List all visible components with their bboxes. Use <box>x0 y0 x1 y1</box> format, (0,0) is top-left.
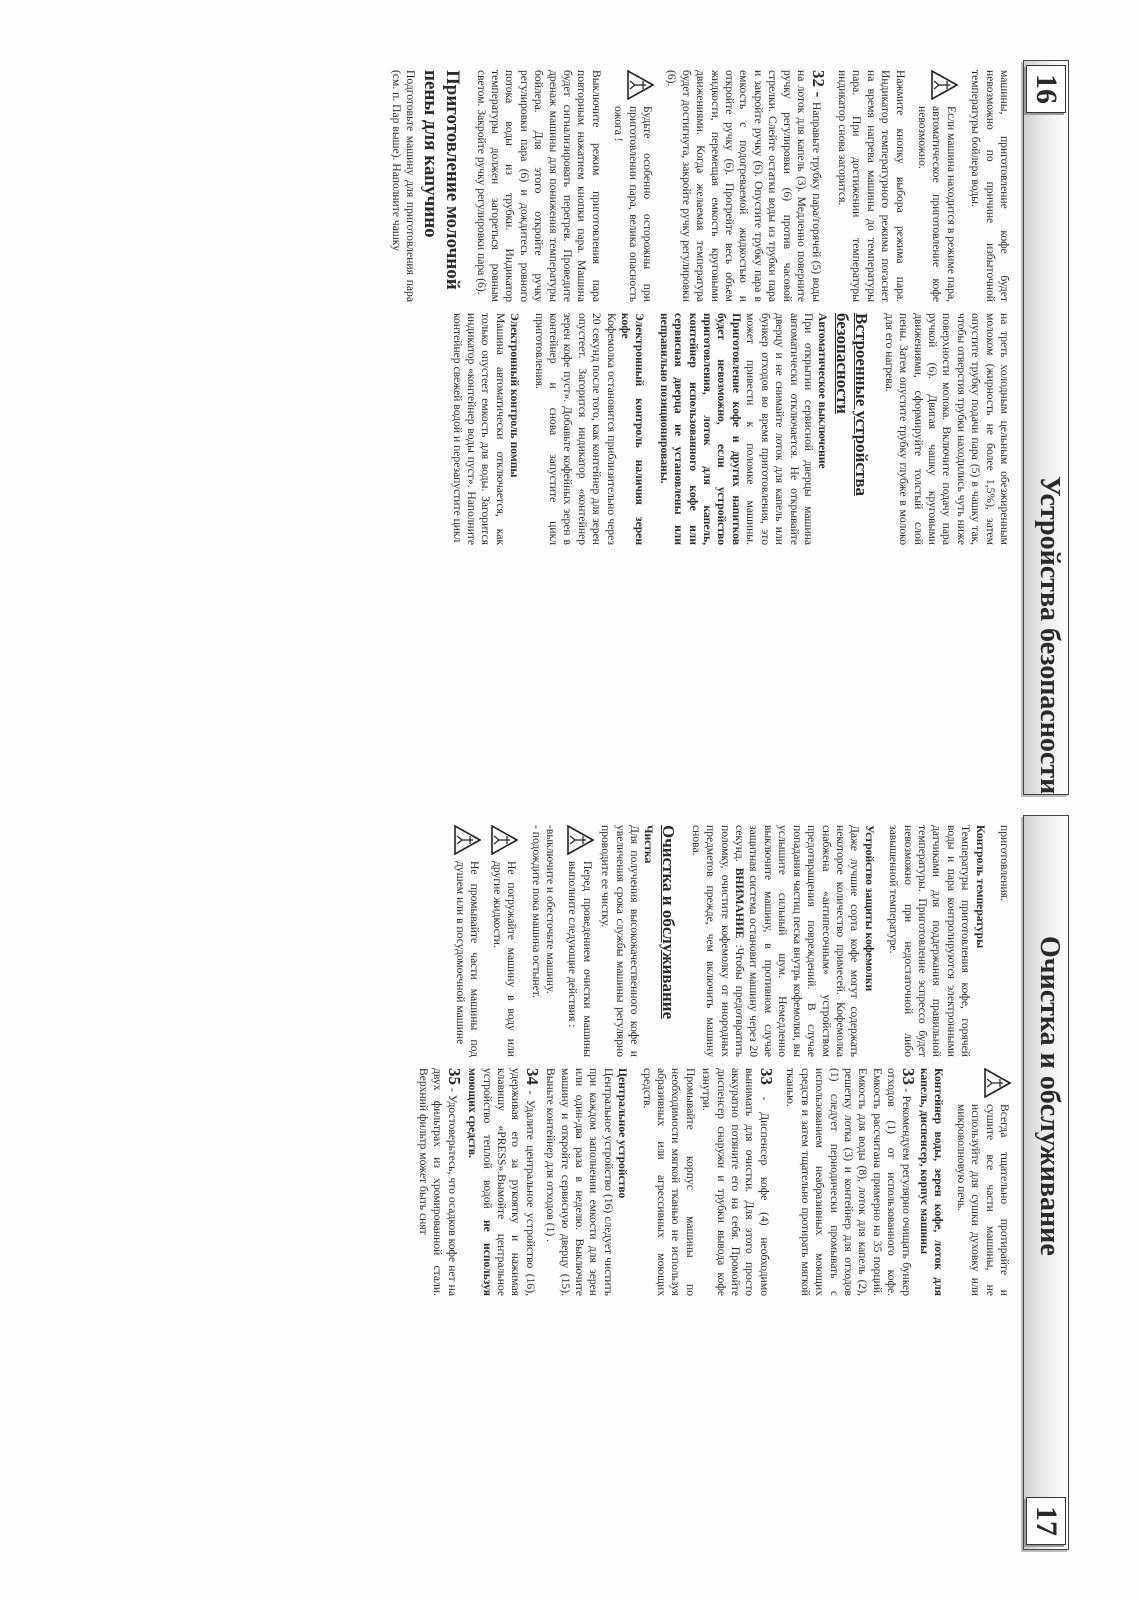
page-17-title: Очистка и обслуживание <box>1034 936 1065 1256</box>
paragraph: Промывайте корпус машины по необходимости мягкой тканью не используя абразивных или агрессивных моющих средств. <box>640 1068 697 1296</box>
warning-triangle-icon <box>454 825 481 855</box>
warning-block <box>611 70 654 302</box>
section-heading: Встроенные устройства безопасности <box>833 313 872 497</box>
subheading: Контроль температуры <box>973 825 987 949</box>
page-17-header-bar <box>1023 815 1069 1550</box>
warning-text: Не погружайте машину в воду или другие жидкости. <box>490 861 519 1057</box>
section-heading: Приготовление молочной пены для капучино <box>420 70 464 290</box>
step-text: Направьте трубку пара/горячей (5) воды на лоток для капель (3). Медленно поверните ручку регулировки (6) против часовой стрелки. Слейте остатки воды из трубки пара и закройте ручку (6). Опустите трубку пара в емкость с подогреваемой жидкостью и откройте ручку (6). Прогрейте весь объем жидкости, перемещая емкость круговыми движениями. Когда желаемая температура будет достигнута, закройте ручку регулировки (6). <box>665 70 823 302</box>
subheading: Устройство защиты кофемолки <box>862 825 876 992</box>
paragraph: Центральное устройство (16) следует чистить при каждом заполнении емкости для зерен или один-два раза в неделю. Выключите машину и откройте сервисную дверцу (15). Выньте контейнер для отходов (1) . <box>544 1068 615 1296</box>
page-17 <box>59 815 1069 1550</box>
page-16 <box>59 60 1069 795</box>
paragraph-34 <box>465 1068 542 1296</box>
bold-text: ВНИМАНИЕ <box>733 867 747 939</box>
subheading: Электронный контроль помпы <box>508 313 522 478</box>
paragraph: Подготовьте машину для приготовления пара (см. п. Пар выше). Наполните чашку <box>389 70 418 302</box>
warning-text: Перед проведением очистки машины выполните следующие действия : <box>566 861 594 1057</box>
step-number: 34 <box>522 1068 542 1085</box>
paragraph: Температуры приготовления кофе, горячей воды и пара контролируются электронными датчиками для поддержания правильной температуры. Приготовление эспрессо будет невозможно при недостаточной либо завышенной температуре. <box>887 825 973 1057</box>
paragraph <box>656 313 814 545</box>
manual-spread <box>59 60 1069 1550</box>
paragraph <box>688 825 861 1057</box>
page-16-column-1 <box>378 70 1011 302</box>
paragraph: Кофемолка остановится приблизительно через 20 секунд после того, как контейнер для зерен опустеет. Загорится индикатор «контейнер зерен кофе пуст». Добавьте кофейных зерен в контейнер и снова запустите цикл приготовления. <box>532 313 618 545</box>
warning-triangle-icon <box>931 70 958 100</box>
list-item: - подождите пока машина остынет. <box>529 825 543 998</box>
subheading: Контейнер воды, зерен кофе, лоток для капель, диспенсер, корпус машины <box>917 1068 946 1296</box>
step-text: - Удалите центральное устройство (16), удерживая его за рукоятку и нажимая клавишу «PRESS».Вымойте центральное устройство теплой водой <box>480 1068 537 1296</box>
paragraph: Нажмите кнопку выбора режима пара. Индикатор температурного режима погаснет на время нагрева машины до температуры пара. При достижении температуры индикатор снова загорится. <box>835 70 907 302</box>
paragraph: Выключите режим приготовления пара повторным нажатием кнопки пара. Машина будет сигнализировать перегрев. Проведите дренаж машины для понижения температуры бойлера. Для этого откройте ручку регулировки пара (6) и дождитесь ровного потока воды из трубки. Индикатор температуры должен загореться ровным светом. Закройте ручку регулировки пара (6). <box>474 70 603 302</box>
step-number: 32 - <box>808 70 828 102</box>
step-number: 33 <box>756 1068 776 1085</box>
warning-text: Всегда тщательно протирайте и сушите все части машины, не используйте для сушки духовку или микроволновую печь. <box>954 1104 1011 1296</box>
text: При открытии сервисной дверцы машина автоматически отключается. Не открывайте дверцу и не снимайте лоток для капель или бункер отходов во время приготовления, это может привести к поломке машины. <box>744 313 815 545</box>
subheading: Автоматическое выключение <box>816 313 830 469</box>
step-number: 33 <box>898 1068 918 1085</box>
paragraph: Машина автоматически отключается, как только опустеет емкость для воды. Загорится индикатор «контейнер воды пуст». Наполните контейнер свежей водой и перезапустите цикл <box>450 313 507 545</box>
list-item: -выключите и обесточьте машину. <box>544 825 558 994</box>
bold-text: Приготовление кофе и других напитков будет невозможно, если устройство приготовления, лоток для капель, контейнер использованного кофе или сервисная дверца не установлены или неправильно позиционированы. <box>657 313 743 545</box>
warning-block <box>915 70 958 302</box>
paragraph: Для получения высококачественного кофе и увеличения срока службы машины регулярно проводите ее чистку. <box>599 825 642 1057</box>
paragraph: приготовления. <box>998 825 1011 901</box>
subheading: Электронный контроль наличия зерен кофе <box>619 313 647 545</box>
warning-triangle-icon <box>984 1068 1011 1098</box>
warning-text: Если машина находится в режиме пара, автоматическое приготовление кофе невозможно. <box>915 106 958 302</box>
page-number-17: 17 <box>1026 1497 1066 1545</box>
warning-triangle-icon <box>627 70 654 100</box>
step-text: - Рекомендуем регулярно очищать бункер отходов (1) от использованного кофе. Емкость рассчитана примерно на 35 порций. Емкость для воды (8), лоток для капель (2), решетку лотка (3) и контейнер для отходов (1) следует периодически промывать с использованием неабразивных моющих средств и затем тщательно протирать мягкой тканью. <box>784 1068 913 1296</box>
step-text: - Диспенсер кофе (4) необходимо вынимать для очистки. Для этого просто аккуратно потяните его на себя. Промойте диспенсер снаружи и трубки вывода кофе изнутри. <box>700 1068 771 1296</box>
page-17-column-2 <box>406 1068 1011 1296</box>
warning-text: Будьте особенно осторожны при приготовлении пара, велика опасность ожога ! <box>612 106 655 302</box>
page-16-title: Устройства безопасности <box>1034 476 1065 795</box>
page-16-column-2 <box>439 313 1011 545</box>
warning-text: Не промывайте части машины под душем или в посудомоечной машине <box>454 861 482 1057</box>
warning-triangle-icon <box>567 825 594 855</box>
text: :Чтобы предотвратить поломку, очистите кофемолку от инородных предметов прежде, чем включить машину снова. <box>689 825 747 1058</box>
paragraph: на треть холодным цельным обезжиренным молоком (жирность не более 1,5%), затем опустите трубку подачи пара (5) в чашку так, чтобы отверстия трубки находились чуть ниже поверхности молока. Включите подачу пара ручкой (6). Двигая чашку круговыми движениями, сформируйте толстый слой пены. Затем опустите трубку глубже в молоко для его нагрева. <box>882 313 1011 545</box>
paragraph-32 <box>664 70 828 302</box>
step-number: 35 <box>444 1068 464 1085</box>
page-number-16: 16 <box>1026 65 1066 113</box>
paragraph-35 <box>416 1068 464 1296</box>
warning-block <box>489 825 518 1057</box>
step-text: - Удостоверьтесь, что осадков кофе нет на двух фильтрах из хромированной стали. Верхний фильтр может быть снят <box>416 1068 459 1296</box>
paragraph-33a <box>783 1068 918 1296</box>
warning-block <box>453 825 482 1057</box>
warning-block <box>565 825 594 1057</box>
paragraph: машины, приготовление кофе будет невозможно по причине избыточной температуры бойлера воды. <box>969 70 1011 302</box>
warning-block <box>953 1068 1011 1296</box>
page-16-header-bar <box>1023 60 1069 795</box>
section-heading: Очистка и обслуживание <box>659 825 679 1020</box>
text: Даже лучшие сорта кофе могут содержать некоторое количество примесей. Кофемолка снабжена «антипесочным» устройством предотвращения повреждений. В случае попадания частиц песка внутрь кофемолки, вы услышите сильный шум. Немедленно выключите машину, в противном случае защитная система остановит машину через 20 секунд. <box>733 825 862 1057</box>
page-17-column-1 <box>445 825 1011 1057</box>
paragraph-33b <box>699 1068 776 1296</box>
warning-triangle-icon <box>491 825 518 855</box>
bold-text: не используя моющих средств. <box>466 1068 494 1296</box>
subheading: Чистка <box>642 825 656 864</box>
subheading: Центральное устройство <box>616 1068 630 1199</box>
